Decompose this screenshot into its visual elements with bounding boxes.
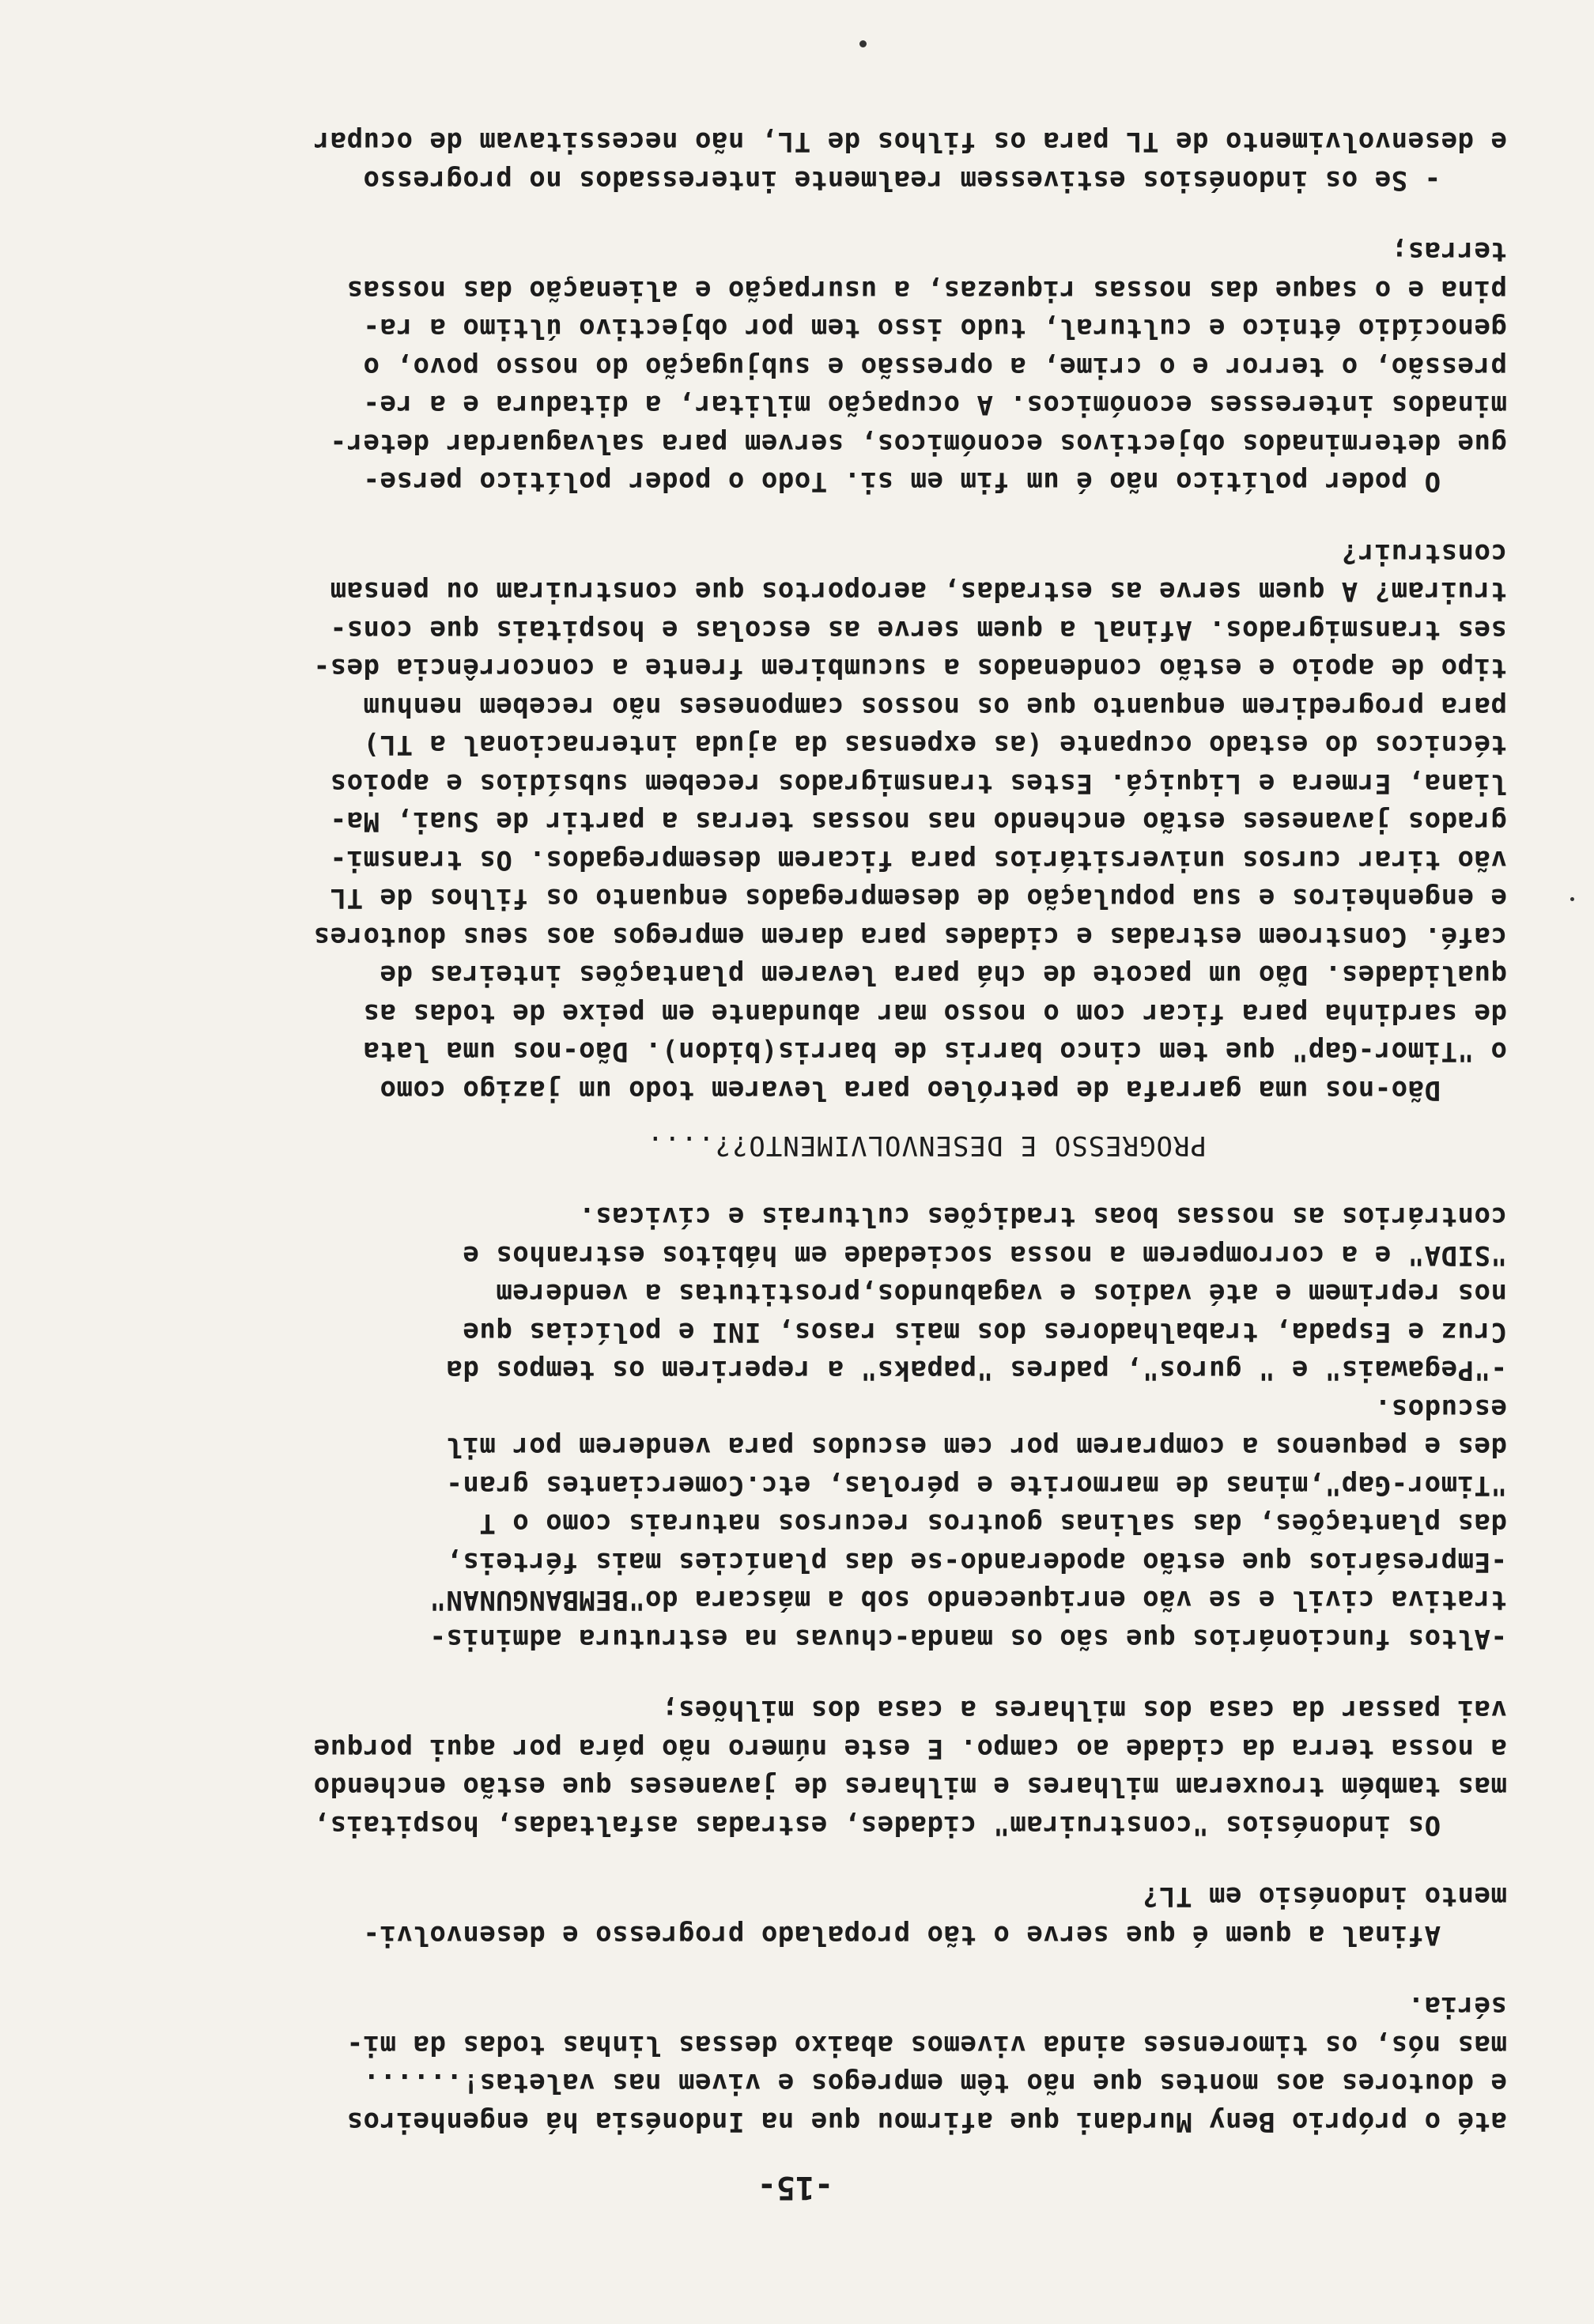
paragraph: - Se os indonésios estivessem realmente interessados no progresso e desenvolvimento de TL para os filhos de TL, não necessitavam de ocupar [313,126,1507,196]
paragraph: -Altos funcionários que são os manda-chuvas na estrutura adminis- trativa civil e se vão enriquecendo sob a máscara do"BEMBANGUNAN" -Empresários que estão apoderando-se das planícies mais férteis, das plantações, das salinas goutros recursos naturais como o T "Timor-Gap",minas de marmorite e pérolas, etc.Comerciantes gran- des e pequenos a comprarem por cem escudos para venderem por mil escudos. -"Pegawais" e " guros", padres "papaks" a reperirem os tempos da Cruz e Espada, trabalhadores dos mais rasos, INI e polícias que nos reprimem e até vadios e vagabundos,prostitutas a venderem "SIDA" e a corromperem a nossa sociedade em hábitos estranhos e contrários as nossas boas tradições culturais e cívicas. [429,1201,1507,1654]
paragraph: Afinal a quem é que serve o tão propalado progresso e desenvolvi- mento indonésio em TL? [363,1881,1507,1951]
paragraph: Os indonésios "construiram" cidades, estradas asfaltadas, hospitais, mas também trouxeram milhares e milhares de javaneses que estão enchendo a nossa terra da cidade ao campo. E este número não pára por aqui porque vai passar da casa dos milhares a casa dos milhões; [313,1694,1507,1841]
page-number: -15- [757,2169,834,2205]
ink-speck [1570,897,1574,901]
ink-speck [859,40,867,47]
paragraph: Dão-nos uma garrafa de petróleo para levarem todo um jazigo como o "Timor-Gap" que tem cinco barris de barris(bidon). Dão-nos uma lata de sardinha para ficar com o nosso mar abundante em peixe de todas as qualidades. Dão um pacote de chá para levarem plantações inteiras de café. Constroem estradas e cidades para darem empregos aos seus doutores e engenheiros e sua população de desempregados enquanto os filhos de TL vão tirar cursos universitários para ficarem desempregados. Os transmi- grados javaneses estão enchendo nas nossas terras a partir de Suai, Ma- liana, Ermera e Liquiçá. Estes transmigrados recebem subsídios e apoios técnicos do estado ocupante (as expensas da ajuda internacional a TL) para progredirem enquanto que os nossos camponeses não recebem nenhum tipo de apoio e estão condenados a sucumbirem frente a concorrência des- ses transmigrados. Afinal a quem serve as escolas e hospitais que cons- truiram? A quem serve as estradas, aeroportos que construiram ou pensam construir? [313,538,1507,1106]
section-heading: PROGRESSO E DESENVOLVIMENTO??.... [646,1130,1207,1161]
text-body [84,89,1507,2205]
paragraph: até o próprio Beny Murdani que afirmou que na Indonésia há engenheiros e doutores aos montes que não têm empregos e vivem nas valetas!...... mas nós, os timorenses ainda vivemos abaixo dessas linhas todas da mi- séria. [346,1990,1507,2137]
paragraph: O poder político não é um fim em si. Todo o poder político perse- gue determinados objectivos económicos, servem para salvaguardar deter- minados interesses económicos. A ocupação militar, a ditadura e a re- pressão, o terror e o crime, a opressão e subjugação do nosso povo, o genocídio étnico e cultural, tudo isso tem por objectivo último a ra- pina e o saque das nossas riquezas, a usurpação e alienação das nossas terras; [330,236,1507,498]
